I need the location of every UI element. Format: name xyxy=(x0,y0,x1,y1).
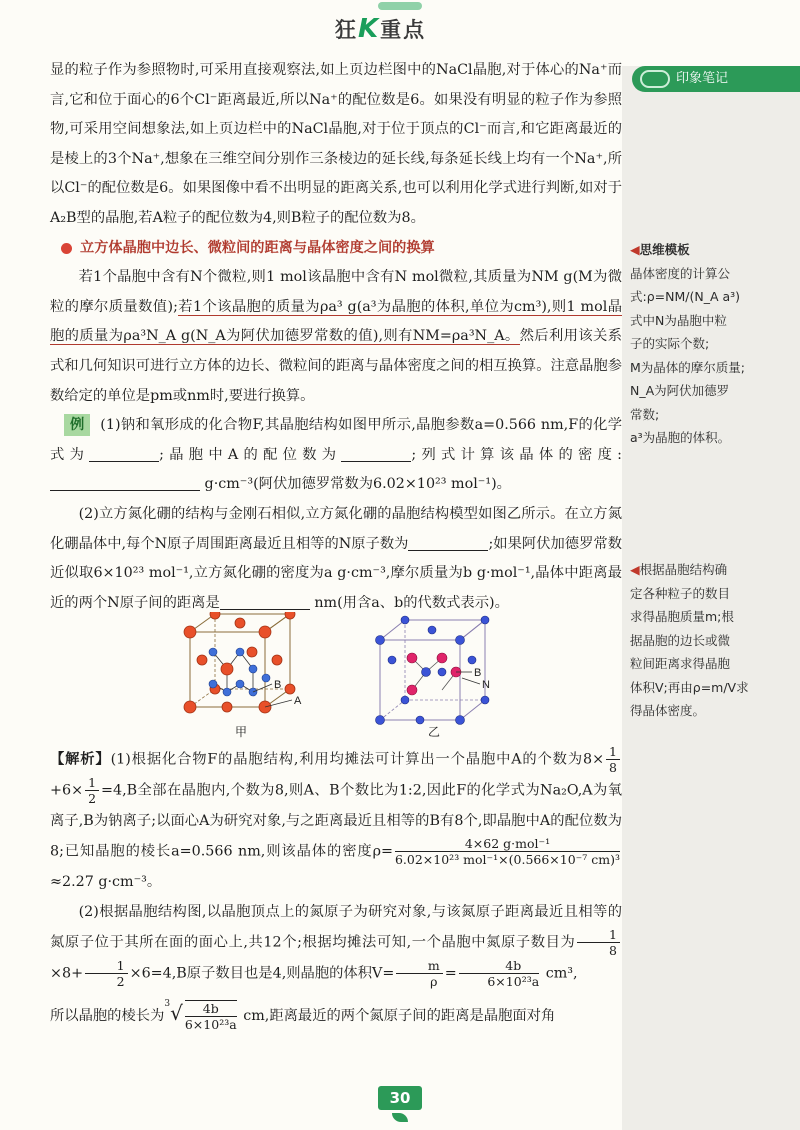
fraction: $\frac{m}{\rho}$ xyxy=(396,958,442,989)
answer-part-1: 【解析】(1)根据化合物F的晶胞结构,利用均摊法可计算出一个晶胞中A的个数为8× $\frac{1}{8}$ +6× $\frac{1}{2}$ =4,B全部在晶胞内,个数为8,则A、B个数比为1:2,因此F的化学式为Na₂O,A为氧离子,B为钠离子;以面心A为研究对象,与之距离最近且相等的B有8个,即晶胞中A的配位数为8;已知晶胞的棱长a=0.566 nm,则该晶体的密度ρ= $\frac{\text{4×62 g·mol⁻¹}}{\text{6.02×10²³ mol⁻¹×(0.566×10⁻⁷ cm)³}}$ ≈2.27 g·cm⁻³。 xyxy=(50,744,622,890)
radical-sign-icon: √ xyxy=(170,1001,183,1025)
key-formula-underline: 若1个该晶胞的质量为ρa³ g(a³为晶胞的体积,单位为cm³),则1 mol晶胞的质量为ρa³N_A g(N_A为阿伏加德罗常数的值),则有NM=ρa³N_A。 xyxy=(50,298,622,345)
figure-caption-jia: 甲 xyxy=(235,725,248,739)
answer-blank[interactable] xyxy=(89,445,159,462)
fraction: $\frac{1}{2}$ xyxy=(85,958,128,989)
elephant-icon xyxy=(640,70,670,88)
fraction: $\frac{1}{2}$ xyxy=(85,775,99,806)
page-number: 30 xyxy=(378,1086,422,1110)
header-title: 狂K重点 xyxy=(335,14,427,44)
triangle-left-icon: ◀ xyxy=(630,242,640,257)
figure-yi-unit-cell xyxy=(376,616,491,739)
root-index: 3 xyxy=(164,999,171,1009)
side-notes-header: 印象笔记 xyxy=(632,66,800,92)
fraction-under-root: $\frac{4b}{\text{6×10²³a}}$ xyxy=(184,1001,237,1032)
example-part-2: (2)立方氮化硼的结构与金刚石相似,立方氮化硼的晶胞结构模型如图乙所示。在立方氮化硼晶体中,每个N原子周围距离最近且相等的N原子数为 ;如果阿伏加德罗常数近似取6×10²³ mol⁻¹,立方氮化硼的密度为a g·cm⁻³,摩尔质量为b g·mol⁻¹,晶体中距离最近的两个N原子间的距离是 nm(用含a、b的代数式表示)。 xyxy=(50,505,623,611)
section-heading: 立方体晶胞中边长、微粒间的距离与晶体密度之间的换算 xyxy=(50,234,622,264)
answer-part-3: 所以晶胞的棱长为$^3$√ $\frac{4b}{\text{6×10²³a}}$ cm,距离最近的两个氮原子间的距离是晶胞面对角 xyxy=(50,999,556,1032)
side-note-1: ◀思维模板 晶体密度的计算公 式:ρ=NM/(N_A a³) 式中N为晶胞中粒 子的实际个数; M为晶体的摩尔质量; N_A为阿伏加德罗 常数; a³为晶胞的体积。 xyxy=(630,242,745,445)
label-a: A xyxy=(294,695,302,707)
answer-part-2: (2)根据晶胞结构图,以晶胞顶点上的氮原子为研究对象,与该氮原子距离最近且相等的氮原子位于其所在面的面心上,共12个;根据均摊法可知,一个晶胞中氮原子数目为 $\frac{1}{8}$ ×8+ $\frac{1}{2}$ ×6=4,B原子数目也是4,则晶胞的体积V= $\frac{m}{\rho}$ = $\frac{4b}{\text{6×10²³a}}$ cm³, xyxy=(50,904,622,989)
answer-blank[interactable] xyxy=(220,593,310,610)
paragraph-conversion: 若1个晶胞中含有N个微粒,则1 mol该晶胞中含有N mol微粒,其质量为NM g(M为微粒的摩尔质量数值);若1个该晶胞的质量为ρa³ g(a³为晶胞的体积,单位为cm³),则1 mol晶胞的质量为ρa³N_A g(N_A为阿伏加德罗常数的值),则有NM=ρa³N_A。然后利用该关系式和几何知识可进行立方体的边长、微粒间的距离与晶体密度之间的相互换算。注意晶胞参数给定的单位是pm或nm时,要进行换算。 xyxy=(50,269,622,404)
answer-blank[interactable] xyxy=(408,534,488,551)
leaf-icon xyxy=(392,1113,408,1122)
answer-tag: 【解析】 xyxy=(50,751,111,768)
label-b: B xyxy=(274,679,282,691)
page-header xyxy=(0,0,800,50)
example-tag: 例 xyxy=(64,414,90,436)
answer-explanation xyxy=(50,744,622,1032)
side-note-2: ◀根据晶胞结构确 定各种粒子的数目 求得晶胞质量m;根 据晶胞的边长或微 粒间距离求得晶胞 体积V;再由ρ=m/V求 得晶体密度。 xyxy=(630,562,749,718)
triangle-left-icon: ◀ xyxy=(630,562,640,577)
figure-caption-yi: 乙 xyxy=(428,725,441,739)
label-b: B xyxy=(474,667,482,679)
fraction: $\frac{4b}{\text{6×10²³a}}$ xyxy=(459,958,539,989)
answer-blank[interactable] xyxy=(341,445,411,462)
figure-jia-unit-cell xyxy=(184,612,302,739)
example-part-1: 例 (1)钠和氧形成的化合物F,其晶胞结构如图甲所示,晶胞参数a=0.566 nm,F的化学式为 ;晶胞中A的配位数为 ;列式计算该晶体的密度: g·cm⁻³(阿伏加德罗常数为6.02×10²³ mol⁻¹)。 xyxy=(50,411,622,500)
header-decoration xyxy=(378,2,422,10)
fraction-density: $\frac{\text{4×62 g·mol⁻¹}}{\text{6.02×10²³ mol⁻¹×(0.566×10⁻⁷ cm)³}}$ xyxy=(394,836,620,867)
fraction: $\frac{1}{8}$ xyxy=(606,744,620,775)
answer-blank[interactable] xyxy=(50,474,200,491)
paragraph-coordination: 显的粒子作为参照物时,可采用直接观察法,如上页边栏图中的NaCl晶胞,对于体心的Na⁺而言,它和位于面心的6个Cl⁻距离最近,所以Na⁺的配位数是6。如果没有明显的粒子作为参照物,可采用空间想象法,如上页边栏中的NaCl晶胞,对于位于顶点的Cl⁻而言,和它距离最近的是棱上的3个Na⁺,想象在三维空间分别作三条棱边的延长线,每条延长线上均有一个Na⁺,所以Cl⁻的配位数是6。如果图像中看不出明显的距离关系,也可以利用化学式进行判断,如对于A₂B型的晶胞,若A粒子的配位数为4,则B粒子的配位数为8。 xyxy=(50,62,622,226)
fraction: $\frac{1}{8}$ xyxy=(577,927,620,958)
main-text xyxy=(50,56,622,618)
crystal-figures xyxy=(180,612,540,742)
label-n: N xyxy=(482,679,490,691)
